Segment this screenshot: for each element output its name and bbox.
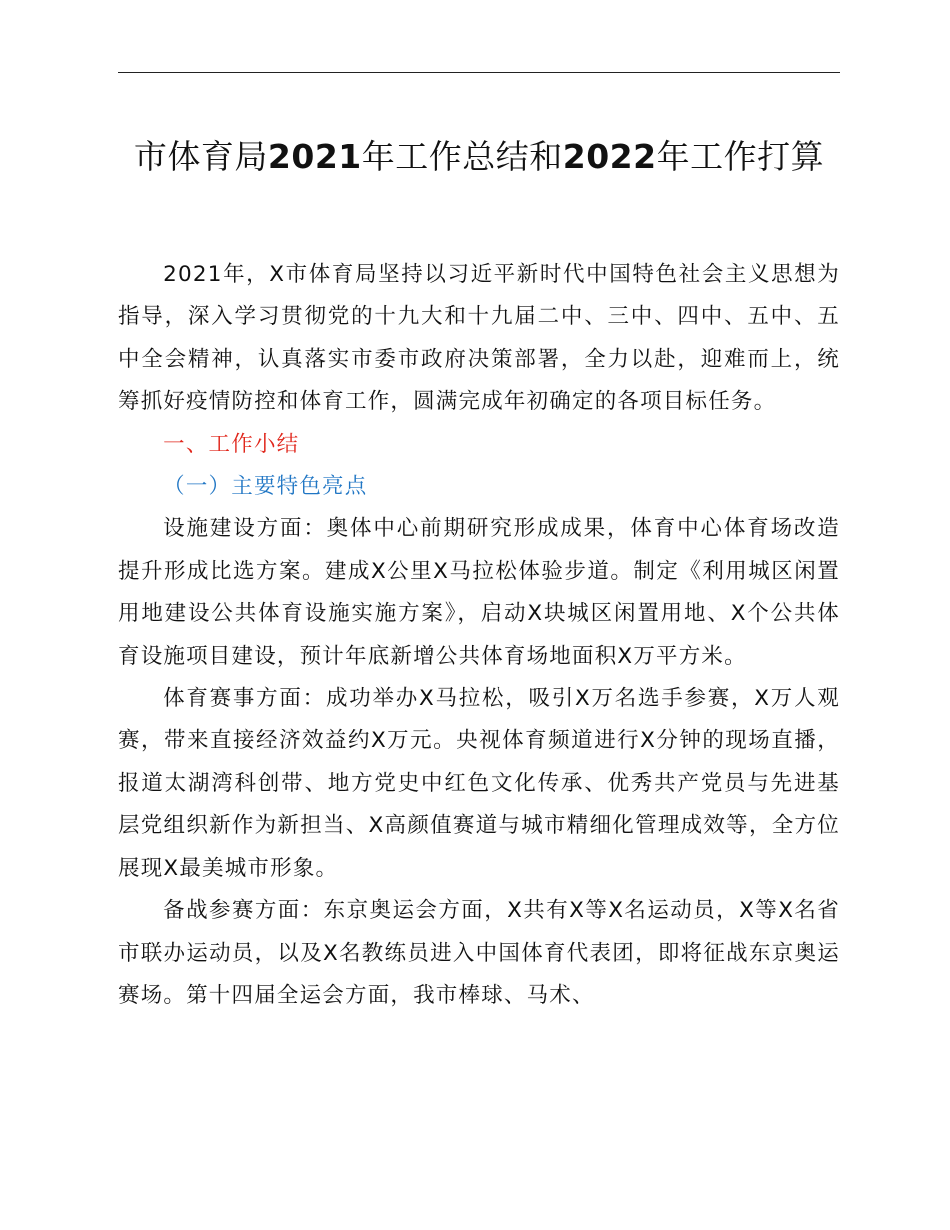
section-heading: 一、工作小结 — [163, 431, 300, 457]
title-year-2: 2022 — [562, 137, 657, 176]
subsection-heading: （一）主要特色亮点 — [163, 474, 368, 500]
title-part-1: 市体育局 — [133, 137, 268, 176]
title-year-1: 2021 — [267, 137, 362, 176]
header-rule — [118, 72, 840, 73]
paragraph-competition: 备战参赛方面：东京奥运会方面，X共有X等X名运动员，X等X名省市联办运动员，以及X名教练员进入中国体育代表团，即将征战东京奥运赛场。第十四届全运会方面，我市棒球、马术、 — [118, 898, 840, 1008]
intro-paragraph: 2021年，X市体育局坚持以习近平新时代中国特色社会主义思想为指导，深入学习贯彻党的十九大和十九届二中、三中、四中、五中、五中全会精神，认真落实市委市政府决策部署，全力以赴，迎难而上，统筹抓好疫情防控和体育工作，圆满完成年初确定的各项目标任务。 — [118, 262, 840, 415]
title-part-3: 年工作打算 — [656, 137, 825, 176]
title-part-2: 年工作总结和 — [361, 137, 563, 176]
paragraph-events: 体育赛事方面：成功举办X马拉松，吸引X万名选手参赛，X万人观赛，带来直接经济效益约X万元。央视体育频道进行X分钟的现场直播，报道太湖湾科创带、地方党史中红色文化传承、优秀共产党员与先进基层党组织新作为新担当、X高颜值赛道与城市精细化管理成效等，全方位展现X最美城市形象。 — [118, 686, 840, 881]
paragraph-facilities: 设施建设方面：奥体中心前期研究形成成果，体育中心体育场改造提升形成比选方案。建成X公里X马拉松体验步道。制定《利用城区闲置用地建设公共体育设施实施方案》，启动X块城区闲置用地、X个公共体育设施项目建设，预计年底新增公共体育场地面积X万平方米。 — [118, 516, 840, 669]
document-body — [118, 254, 840, 1017]
document-title — [118, 132, 840, 182]
